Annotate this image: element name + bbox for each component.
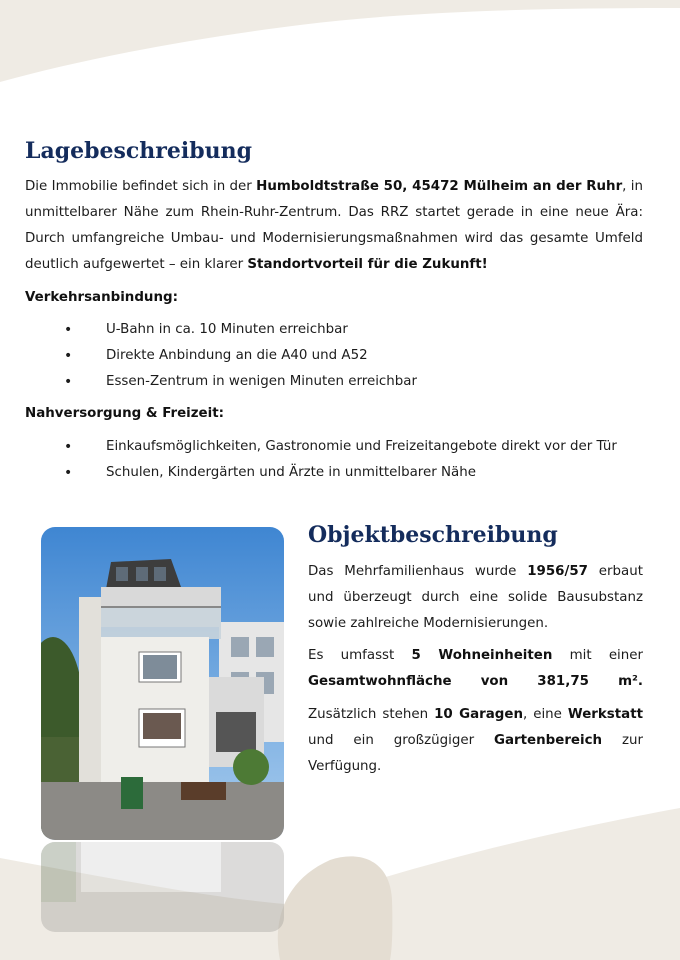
property-description-1 bbox=[308, 559, 643, 637]
property-description-2 bbox=[308, 643, 643, 695]
house-photo-reflection bbox=[41, 842, 284, 932]
bottom-arc-decoration bbox=[278, 856, 393, 960]
list-item-text: Schulen, Kindergärten und Ärzte in unmittelbarer Nähe bbox=[106, 465, 476, 480]
property-text: und ein großzügiger bbox=[308, 733, 494, 748]
local-supply-subtitle: Nahversorgung & Freizeit: bbox=[25, 406, 224, 421]
local-supply-list bbox=[60, 434, 617, 486]
list-item bbox=[60, 434, 617, 460]
property-text: erbaut und überzeugt durch eine solide Bausubstanz sowie zahlreiche Modernisierungen. bbox=[308, 564, 643, 631]
property-text: mit einer bbox=[552, 648, 644, 663]
property-section-title: Objektbeschreibung bbox=[308, 522, 558, 548]
garden-highlight: Gartenbereich bbox=[494, 733, 603, 748]
top-wave-decoration bbox=[0, 0, 680, 82]
list-item-text: Direkte Anbindung an die A40 und A52 bbox=[106, 348, 368, 363]
location-text: Die Immobilie befindet sich in der bbox=[25, 179, 257, 194]
location-text: , in unmittelbarer Nähe zum Rhein-Ruhr-Zentrum. Das RRZ startet gerade in eine neue Ära: Durch umfangreiche Umbau- und Modernisierungsmaßnahmen wird das gesamte Umfeld deutlich aufgewertet – ein klarer bbox=[25, 179, 643, 272]
list-item-text: U-Bahn in ca. 10 Minuten erreichbar bbox=[106, 322, 348, 337]
bullet: • bbox=[64, 439, 73, 455]
property-description-3 bbox=[308, 702, 643, 780]
address-highlight: Humboldtstraße 50, 45472 Mülheim an der Ruhr bbox=[256, 179, 623, 194]
property-text: , eine bbox=[522, 707, 568, 722]
list-item bbox=[60, 460, 617, 486]
bullet: • bbox=[64, 348, 73, 364]
property-text: Es umfasst bbox=[308, 648, 412, 663]
bullet: • bbox=[64, 322, 73, 338]
property-text: zur Verfügung. bbox=[308, 733, 644, 774]
property-text: Zusätzlich stehen bbox=[308, 707, 435, 722]
transport-subtitle: Verkehrsanbindung: bbox=[25, 290, 178, 305]
transport-list bbox=[60, 317, 417, 395]
list-item bbox=[60, 369, 417, 395]
location-description bbox=[25, 174, 643, 278]
location-advantage-highlight: Standortvorteil für die Zukunft! bbox=[247, 257, 488, 272]
year-highlight: 1956/57 bbox=[527, 564, 588, 579]
units-highlight: 5 Wohneinheiten bbox=[411, 648, 553, 663]
house-photo bbox=[41, 527, 284, 840]
list-item-text: Einkaufsmöglichkeiten, Gastronomie und Freizeitangebote direkt vor der Tür bbox=[106, 439, 617, 454]
list-item bbox=[60, 343, 417, 369]
area-highlight: Gesamtwohnfläche von 381,75 m². bbox=[308, 674, 643, 689]
workshop-highlight: Werkstatt bbox=[567, 707, 643, 722]
garages-highlight: 10 Garagen bbox=[434, 707, 523, 722]
bullet: • bbox=[64, 465, 73, 481]
location-section-title: Lagebeschreibung bbox=[25, 138, 252, 164]
property-text: Das Mehrfamilienhaus wurde bbox=[308, 564, 528, 579]
bullet: • bbox=[64, 374, 73, 390]
list-item-text: Essen-Zentrum in wenigen Minuten erreichbar bbox=[106, 374, 417, 389]
list-item bbox=[60, 317, 417, 343]
